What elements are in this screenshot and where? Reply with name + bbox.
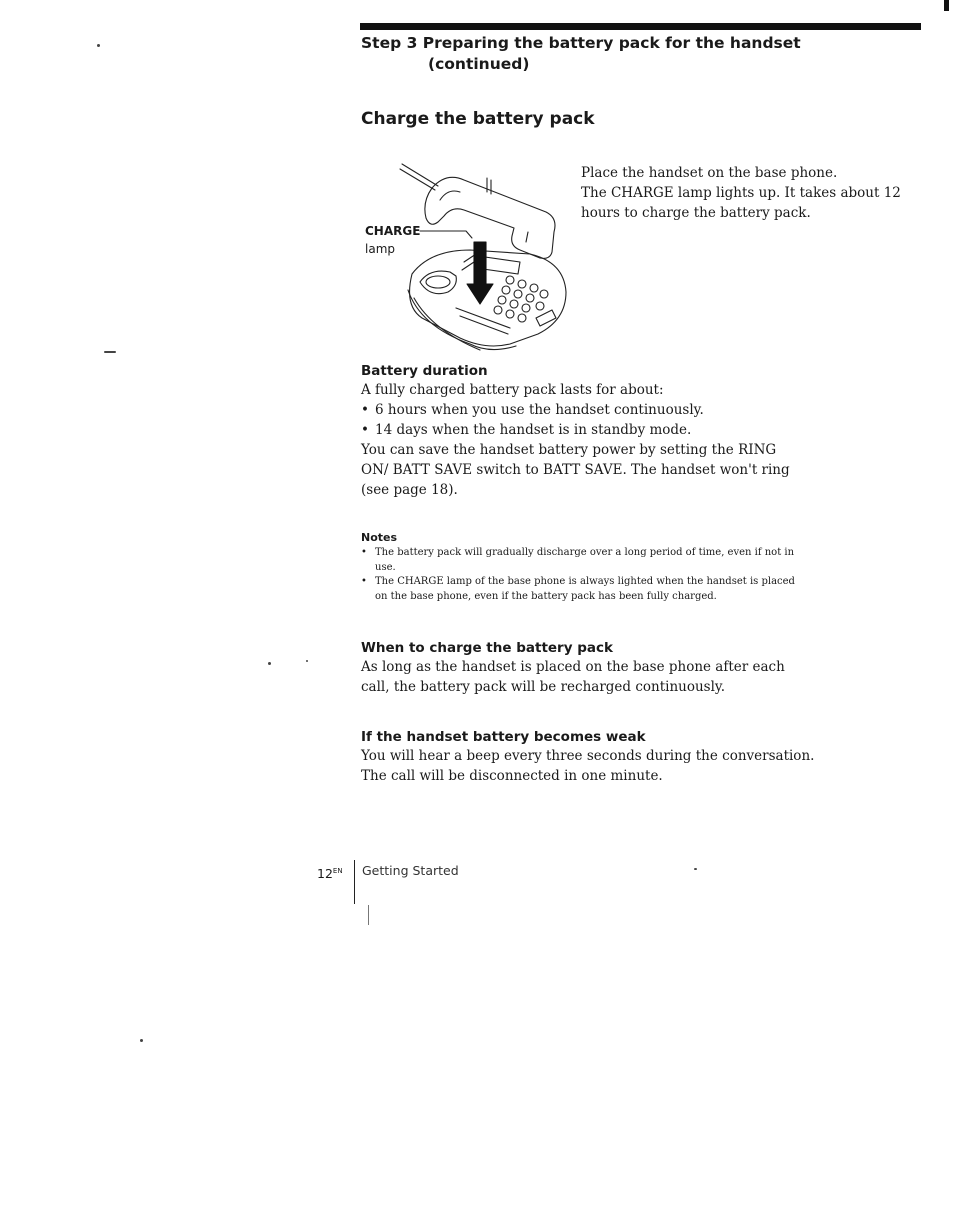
scan-speck [140,1039,143,1042]
list-item: • The CHARGE lamp of the base phone is always lighted when the handset is placed on the base phone, even if the battery pack has been fully charged. [361,575,801,604]
section-title: Charge the battery pack [361,109,595,129]
battery-duration-list [361,400,831,440]
intro-line-1: Place the handset on the base phone. [581,165,838,181]
weak-battery-heading: If the handset battery becomes weak [361,729,646,745]
header-rule [360,23,921,30]
footer-section-name: Getting Started [362,863,459,878]
page-number-value: 12 [317,866,333,882]
battery-save-tip: You can save the handset battery power by setting the RING ON/ BATT SAVE switch to BATT SAVE. The handset won't ring (see page 18). [361,442,790,498]
notes-list [361,546,801,604]
page-number-suffix: EN [332,867,343,875]
scan-speck [104,351,116,353]
step-title [361,33,921,75]
battery-duration-lead: A fully charged battery pack lasts for about: [361,382,664,398]
scan-speck [268,662,271,665]
weak-battery-body [361,746,831,786]
phone-illustration [360,158,580,354]
charge-lamp-callout [365,222,420,258]
notes-label: Notes [361,531,398,544]
page-number [317,863,343,882]
list-item: • 14 days when the handset is in standby mode. [361,420,831,440]
weak-battery-line-1: You will hear a beep every three seconds during the conversation. [361,748,815,764]
footer-divider [354,860,355,904]
battery-duration-body [361,380,831,500]
list-item: • The battery pack will gradually discharge over a long period of time, even if not in use. [361,546,801,575]
intro-text [581,163,901,223]
callout-charge-label: CHARGE [365,224,421,238]
scan-speck [306,660,308,662]
footer-divider-mark [368,905,369,925]
when-to-charge-heading: When to charge the battery pack [361,640,613,656]
edge-tab-mark [944,0,949,11]
weak-battery-line-2: The call will be disconnected in one minute. [361,768,663,784]
scan-speck [694,868,697,870]
list-item: • 6 hours when you use the handset continuously. [361,400,831,420]
when-to-charge-text: As long as the handset is placed on the base phone after each call, the battery pack will be recharged continuously. [361,659,785,695]
step-title-continued: (continued) [428,55,530,73]
intro-line-2: The CHARGE lamp lights up. It takes about 12 hours to charge the battery pack. [581,185,901,221]
step-title-main: Step 3 Preparing the battery pack for the handset [361,34,801,52]
when-to-charge-body [361,657,806,697]
scan-speck [97,44,100,47]
callout-lamp-label: lamp [365,242,395,256]
battery-duration-heading: Battery duration [361,363,488,379]
